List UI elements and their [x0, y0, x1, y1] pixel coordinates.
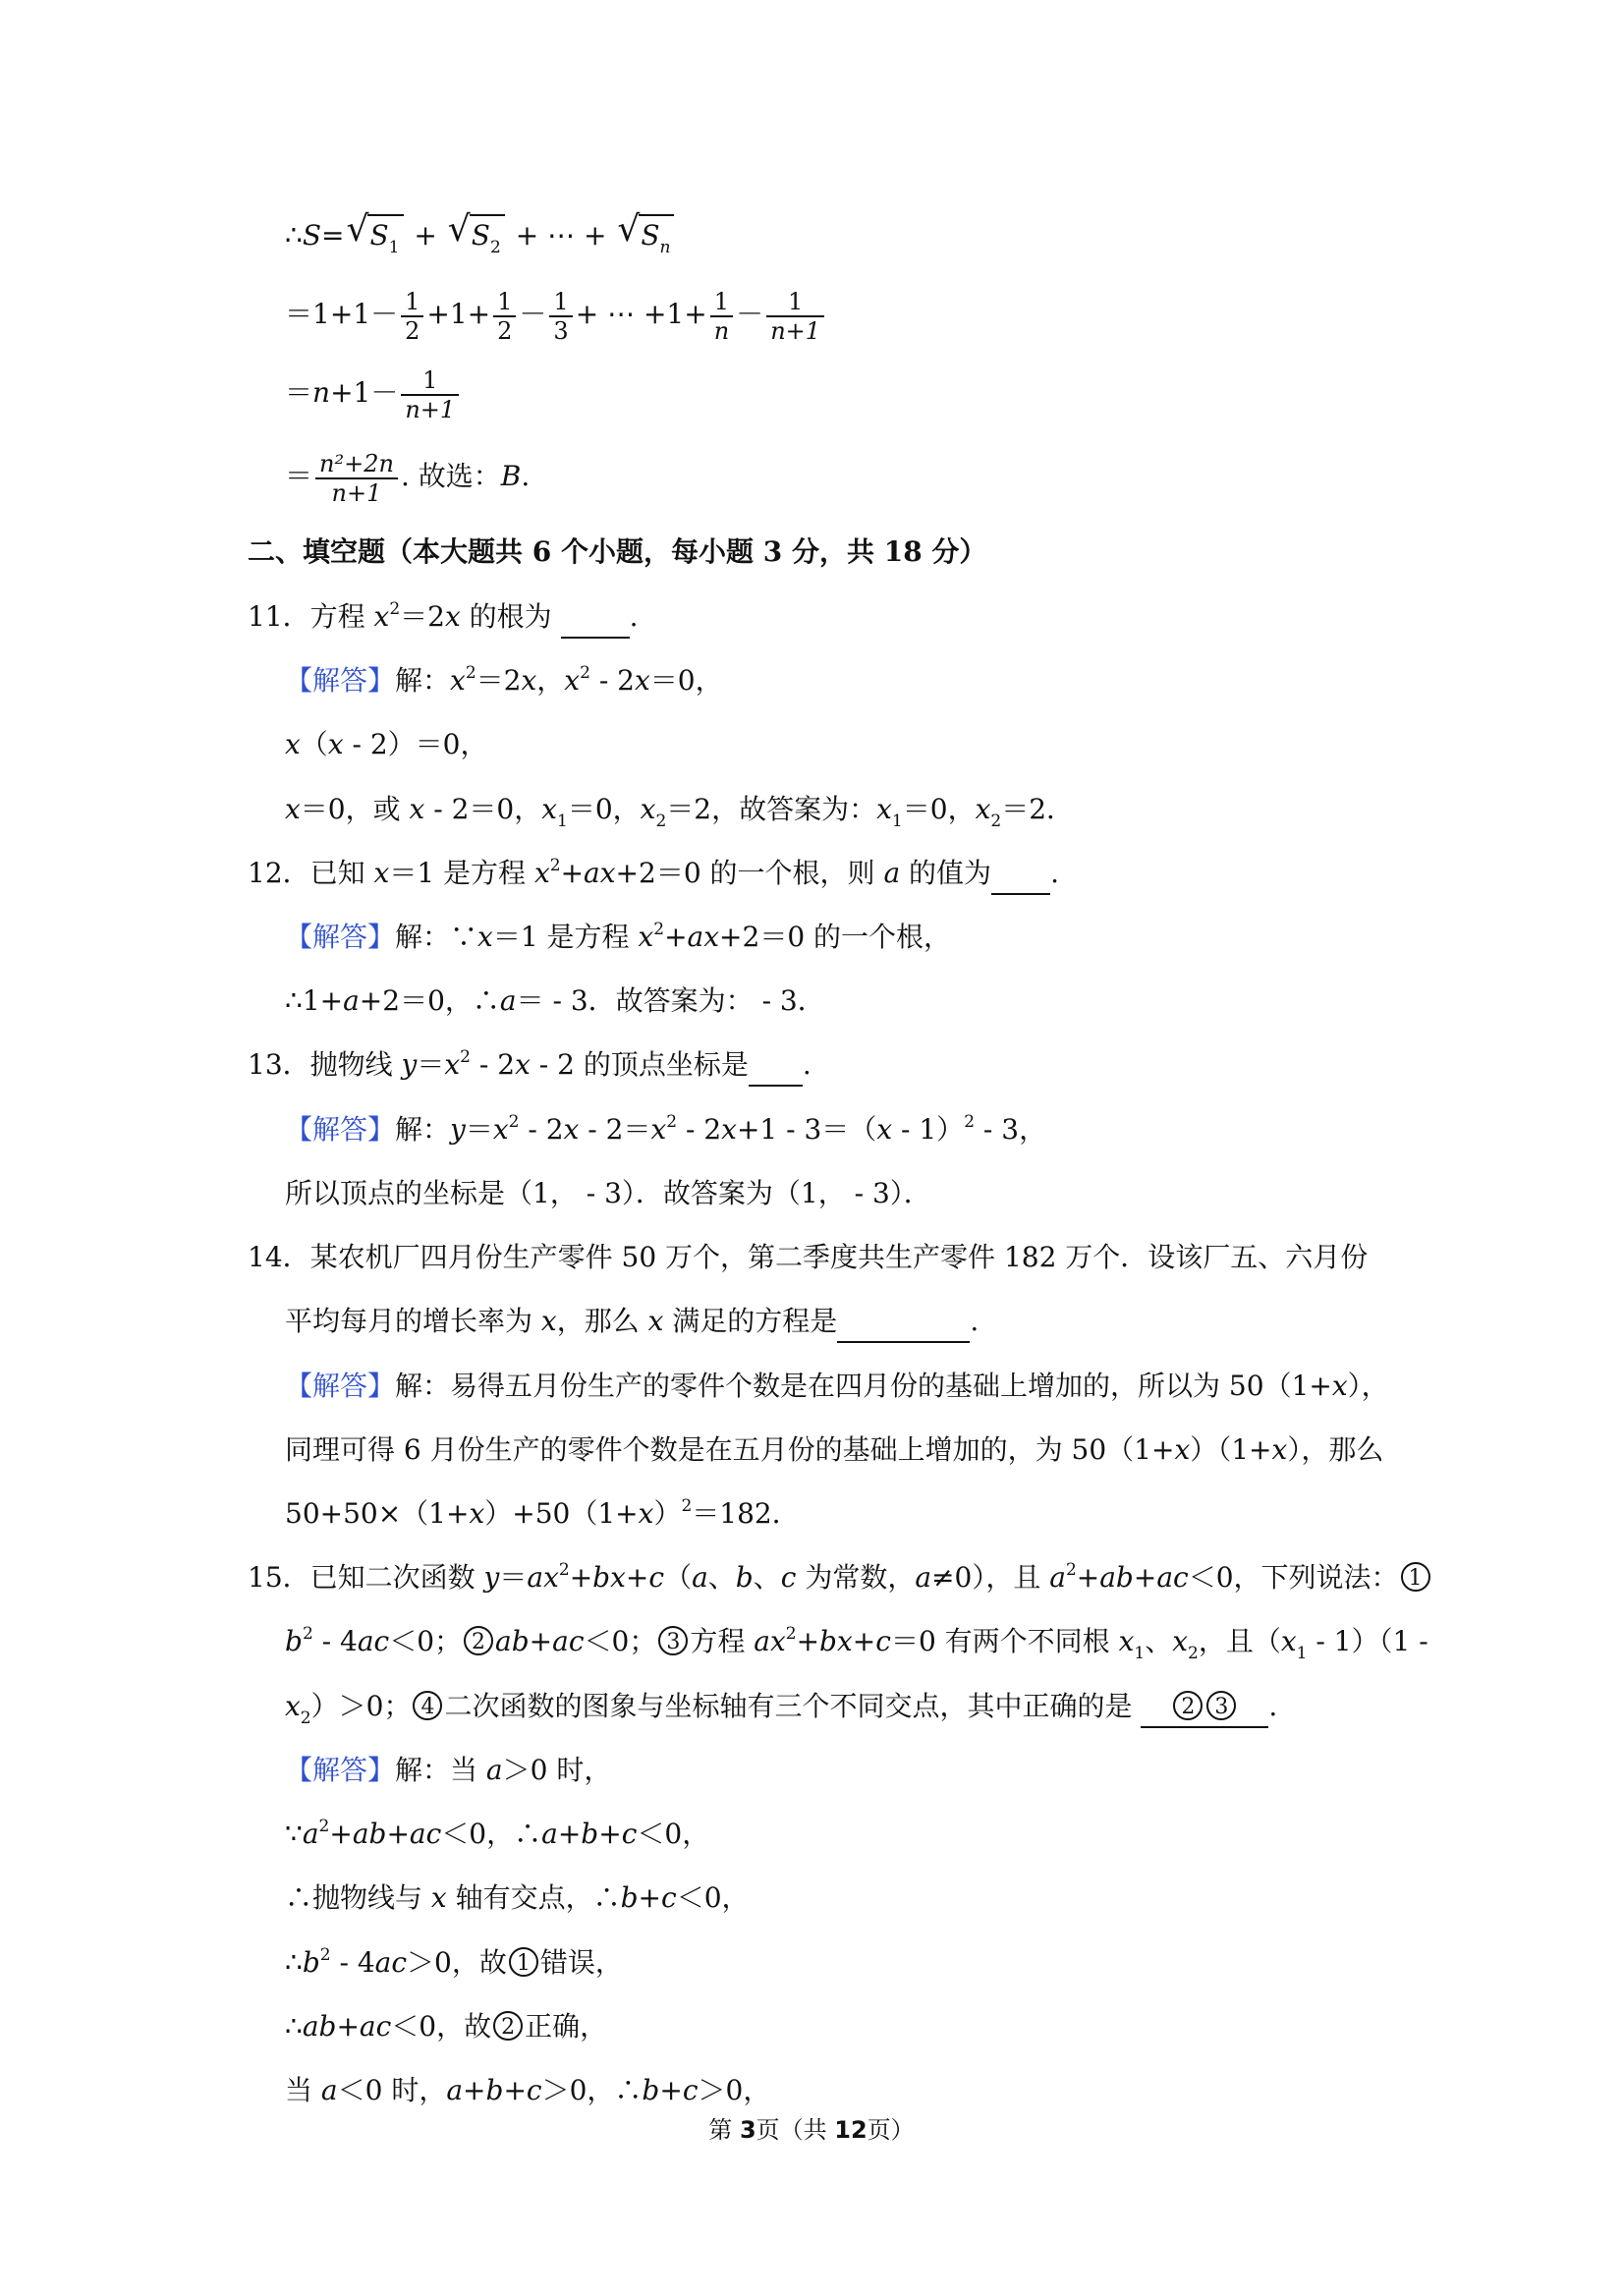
question-14-line-1: 14．某农机厂四月份生产零件 50 万个，第二季度共生产零件 182 万个．设该厂五、六月份 [248, 1241, 1369, 1273]
fraction: $\frac{1}{2}$ [401, 288, 423, 345]
page-total: 12 [834, 2116, 867, 2144]
question-14-line-2: 平均每月的增长率为 x，那么 x 满足的方程是 . [285, 1302, 979, 1343]
fraction: $\frac{1}{n+1}$ [766, 288, 824, 345]
answer-15-line-3: ∴抛物线与 x 轴有交点，∴b+c＜0， [285, 1881, 750, 1914]
answer-15-line-5: ∴ab+ac＜0，故 2 正确， [285, 2010, 608, 2043]
answer-11-line-3: x＝0，或 x - 2＝0，$x_1=0$，$x_2=2$，故答案为：$x_1=0$，$x_2=2$． [285, 793, 1075, 831]
circled-number: 2 [1173, 1691, 1203, 1720]
solution-line-1: ∴S= √ $S_1$ + √ $S_2$ + ⋯ + √ $S_n$ [285, 214, 676, 259]
circled-number: 3 [658, 1626, 688, 1655]
question-15-line-3: $x_2)>0$； 4 二次函数的图象与坐标轴有三个不同交点，其中正确的是 2 3 . [285, 1687, 1277, 1730]
answer-13-line-1: 【解答】解：$y=x^2 - 2x - 2=x^2 - 2x+1 - 3=(x - 1)^2 - 3$， [285, 1112, 1047, 1146]
answer-tag: 【解答】 [285, 1370, 396, 1402]
answer-tag: 【解答】 [285, 1113, 396, 1146]
question-12: 12．已知 x＝1 是方程 $x^2+ax+2=0$ 的一个根，则 a 的值为 . [248, 854, 1059, 897]
answer-tag: 【解答】 [285, 1754, 396, 1786]
answer-15-line-6: 当 a＜0 时，a+b+c＞0，∴b+c＞0， [285, 2074, 771, 2106]
answer-12-line-1: 【解答】解：∵x＝1 是方程 $x^2+ax+2=0$ 的一个根， [285, 920, 952, 953]
answer-15-line-1: 【解答】解：当 a＞0 时， [285, 1754, 612, 1786]
question-11: 11．方程 $x^2=2x$ 的根为 . [248, 597, 639, 641]
answer-blank [749, 1045, 803, 1087]
answer-11-line-2: x（x - 2）＝0， [285, 728, 488, 760]
answer-blank [837, 1302, 970, 1343]
answer-15-line-2: $\because a^2+ab+ac<0$，∴a+b+c＜0， [285, 1817, 710, 1850]
answer-blank [991, 854, 1050, 895]
circled-number: 4 [413, 1691, 442, 1720]
sqrt-s2: √ $S_2$ [448, 214, 505, 259]
answer-blank [1141, 1687, 1268, 1728]
fraction: $\frac{\text{n²+2n}}{n+1}$ [315, 450, 398, 507]
solution-line-2: ＝1+1－ $\frac{1}{2}$ +1+ $\frac{1}{2}$ － $\frac{1}{3}$ + ⋯ +1+ $\frac{1}{n}$ － $\frac{1}{n+1}$ [285, 285, 827, 345]
answer-blank [561, 597, 630, 639]
sqrt-s1: √ $S_1$ [346, 214, 403, 259]
question-15-line-1: 15．已知二次函数 $y=ax^2+bx+c(a$、b、c 为常数，a≠0），且 $a^2+ab+ac<0$，下列说法： 1 [248, 1558, 1432, 1601]
answer-15-line-4: $\therefore b^2 - 4ac>0$，故 1 错误， [285, 1945, 623, 1979]
answer-14-line-1: 【解答】解：易得五月份生产的零件个数是在四月份的基础上增加的，所以为 50（1+x）， [285, 1370, 1389, 1402]
answer-11-line-1: 【解答】解：$x^2=2x$，$x^2 - 2x=0$， [285, 663, 723, 697]
answer-tag: 【解答】 [285, 921, 396, 953]
question-15-line-2: $b^2 - 4ac<0$； 2 ab+ac＜0； 3 方程 $ax^2+bx+c=0$ 有两个不同根 $x_1$、$x_2$，且$(x_1 - 1)(1$ - [285, 1624, 1428, 1663]
fraction: $\frac{1}{n+1}$ [401, 366, 459, 423]
circled-number: 2 [493, 2011, 523, 2041]
answer-12-line-2: ∴1+a+2＝0，∴a＝ - 3．故答案为： - 3． [285, 984, 825, 1017]
circled-number: 1 [1401, 1562, 1430, 1592]
sqrt-sn: √ $S_n$ [617, 214, 674, 259]
page-number: 3 [739, 2116, 756, 2144]
fraction: $\frac{1}{n}$ [710, 288, 733, 345]
answer-13-line-2: 所以顶点的坐标是（1， - 3）．故答案为（1， - 3）． [285, 1177, 931, 1209]
fraction: $\frac{1}{3}$ [549, 288, 572, 345]
answer-14-line-3: $50+50\times(1+x)+50(1+x)^2=182$． [285, 1496, 800, 1530]
therefore-symbol: ∴ [285, 219, 303, 252]
circled-number: 3 [1206, 1691, 1236, 1720]
answer-tag: 【解答】 [285, 664, 396, 697]
solution-line-4: ＝ $\frac{\text{n²+2n}}{n+1}$ . 故选：B. [285, 449, 531, 507]
circled-number: 2 [464, 1626, 493, 1655]
answer-14-line-2: 同理可得 6 月份生产的零件个数是在五月份的基础上增加的，为 50（1+x）（1+x），那么 [285, 1433, 1384, 1466]
solution-line-3: ＝n+1－ $\frac{1}{n+1}$ [285, 364, 462, 423]
circled-number: 1 [509, 1947, 538, 1977]
question-13: 13．抛物线 $y=x^2 - 2x - 2$ 的顶点坐标是 . [248, 1045, 812, 1089]
section-heading: 二、填空题（本大题共 6 个小题，每小题 3 分，共 18 分） [248, 535, 987, 568]
fraction: $\frac{1}{2}$ [493, 288, 516, 345]
page-footer: 第 3页（共 12页） [708, 2116, 915, 2144]
